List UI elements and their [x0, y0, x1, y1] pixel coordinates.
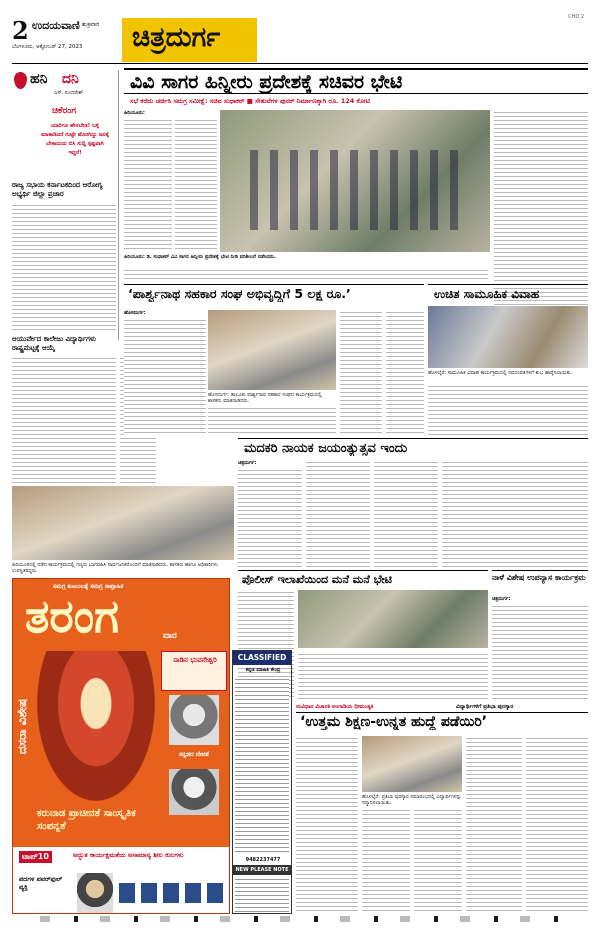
police-body-row: [298, 652, 488, 700]
taraga-portrait1: [169, 695, 219, 745]
divider-parshwanath: [124, 284, 424, 285]
lead-body-col3: [494, 110, 588, 310]
classified-box: [232, 650, 292, 914]
parshwanath-dateline: ಹೊಸದುರ್ಗ:: [124, 310, 146, 316]
divider-police: [238, 570, 488, 571]
column-divider: [118, 70, 119, 340]
taraga-bottom-name: ಪದಗಳ ಪವರ್‌ಫುಲ್ ವ್ಯಕ್ತಿ: [19, 875, 63, 891]
lead-subheadline: ಸಭೆ ಕರೆದು ಚರ್ಚಿಸಿ ಸಮಗ್ರ ಸಮೀಕ್ಷೆ: ಸಚಿವ ಸುಧಾಕರ್ ■ ಸೇತುವೆಗಳ ಪುನರ್ ನಿರ್ಮಾಣಕ್ಕಾಗಿ ರೂ. 124 ಕೋಟಿ: [130, 97, 371, 105]
left-bottom-photo: [12, 486, 234, 560]
classified-listings: [235, 677, 289, 855]
left-story2-body: [12, 356, 116, 484]
lead-photo: [220, 110, 490, 252]
parshwanath-body-col1: [124, 318, 206, 436]
upanyasa-dateline: ಚಿತ್ರದುರ್ಗ:: [492, 596, 511, 602]
page-number: 2: [12, 16, 29, 45]
shikshana-kicker: ಸಂವಿಧಾನ ವಿಚಾರಕಿ ಅಂಗಾಡಿಯ ಧೀಮಂತ್ಯಕಿ: [296, 704, 374, 710]
lead-photo-caption: ಹಿರಿಯೂರು: ಡಿ. ಸುಧಾಕರ್ ವಿವಿ ಸಾಗರ ಹಿನ್ನೀರು ಪ್ರದೇಶಕ್ಕೆ ಭೇಟಿ ನೀಡಿ ಪರಿಶೀಲನೆ ನಡೆಸಿದರು.: [124, 254, 276, 260]
brand-name: ಉದಯವಾಣಿ: [32, 19, 80, 32]
shikshana-photo-caption: ಹೊಳಲ್ಕೆರೆ: ಪ್ರತಿಭಾ ಪುರಸ್ಕಾರ ಸಮಾರಂಭದಲ್ಲಿ ವಿದ್ಯಾರ್ಥಿಗಳನ್ನು ಸನ್ಮಾನಿಸಲಾಯಿತು.: [362, 794, 462, 806]
divider-upanyasa: [492, 570, 588, 571]
lead-dateline: ಹಿರಿಯೂರು:: [124, 110, 145, 116]
madakari-body-col4: [442, 460, 588, 568]
taraga-side-text: ದಸರಾ ವಿಶೇಷ: [15, 698, 30, 755]
lead-photo-figures: [250, 150, 460, 230]
taraga-bottom-band: [13, 847, 230, 914]
madakari-body-col2: [306, 460, 370, 568]
taraga-feature3: ಕರುನಾಡ ಪ್ರಾಚೀನತೆ ಸಾಂಸ್ಕೃತಿಕ ಸಂಪನ್ನತೆ: [37, 808, 136, 832]
header-rule: [12, 63, 588, 64]
taraga-bottom-text: ಅದ್ಭುತ ಕಾರ್ಯಕ್ಷಮತೆಯ ಅಸಾಮಾನ್ಯ ಶೀಲ ಕುಲಗಳು: [73, 851, 184, 859]
shikshana-body-col3: [414, 808, 462, 912]
taraga-feature1: ನಾಡಿನ ಭುವನೇಶ್ವರಿ: [173, 656, 217, 664]
page-code: CHD 2: [568, 14, 584, 20]
section-banner: [122, 18, 257, 62]
taraga-bottom-portrait: [77, 873, 113, 913]
date-line: ಬೆಂಗಳೂರು, ಅಕ್ಟೋಬರ್ 27, 2023: [12, 44, 83, 50]
vivaha-photo: [428, 306, 588, 368]
left-bottom-photo-caption: ಹಿರಿಯೂರಿನಲ್ಲಿ ನಡೆದ ಕಾರ್ಯಕ್ರಮದಲ್ಲಿ ಗಣ್ಯರು ಭಾಗವಹಿಸಿ ಸಾರ್ವಜನಿಕರೊಂದಿಗೆ ಮಾತನಾಡಿದರು. ಶಾಸಕರು ಹಾಗೂ ಅಧಿಕಾರಿಗಳು ಉಪಸ್ಥಿತರಿದ್ದರು.: [12, 562, 218, 574]
classified-notice-header: NEW PLEASE NOTE: [233, 865, 291, 875]
column-logo: [14, 70, 104, 100]
left-story1-body: [12, 203, 116, 333]
taraga-bottom-tag: ಟಾಪ್10: [19, 851, 52, 863]
left-story2-headline: ಆಯುರ್ವೇದ ಕಾಲೇಜು ವಿದ್ಯಾರ್ಥಿಗಳು ರಾಷ್ಟ್ರಮಟ್ಟಕ್ಕೆ ಆಯ್ಕೆ: [12, 335, 96, 352]
classified-header: CLASSIFIED: [233, 651, 291, 665]
classified-phone: 9482237477: [245, 857, 281, 863]
madakari-body-col1: [238, 468, 302, 568]
lead-headline-box: [124, 68, 588, 94]
police-photo: [298, 590, 488, 648]
divider-shikshana: [296, 712, 588, 713]
lead-body-col2: [175, 118, 217, 250]
column-poem: ಯಾರಿಗೂ ಹೇಳಬೇಡ! ಬಳ್ಳಿ ಮಾತಾಡಿದರೆ ಗುಟ್ಟೇ ಹೊರಗಿದ್ದು ಜನಕ್ಕೆ ಬೇಕಾದುದು ಬಿಸಿ ಸುದ್ದಿ ಸ್ಪಷ್ಟವಾಗಿ ಇದ್ದರೆ!: [41, 123, 109, 156]
vivaha-body: [428, 384, 588, 436]
taraga-goddess-image: [37, 651, 155, 801]
upanyasa-body: [492, 604, 588, 700]
shikshana-body-col4: [466, 736, 522, 912]
taraga-emblem-icons: [119, 883, 225, 903]
parshwanath-body-col2: [208, 406, 336, 436]
print-registration-marks: [40, 916, 560, 922]
logo-prefix: ಹನಿ: [30, 71, 48, 87]
parshwanath-headline: ‘ಪಾರ್ಶ್ವನಾಥ ಸಹಕಾರ ಸಂಘ ಅಭಿವೃದ್ಧಿಗೆ 5 ಲಕ್ಷ ರೂ.’: [128, 286, 351, 301]
divider-madakari: [238, 438, 588, 439]
shikshana-kicker-right: ವಿದ್ಯಾರ್ಥಿಗಳಿಗೆ ಪ್ರತಿಭಾ ಪುರಸ್ಕಾರ: [456, 704, 514, 710]
section-title: ಚಿತ್ರದುರ್ಗ: [132, 22, 221, 53]
taraga-title: ತರಂಗ: [25, 589, 119, 643]
parshwanath-body-col3: [340, 310, 382, 436]
upanyasa-headline: ನಾಳೆ ವಿಶೇಷ ಉಪನ್ಯಾಸ ಕಾರ್ಯಕ್ರಮ: [492, 573, 586, 582]
shikshana-body-col5: [526, 736, 588, 912]
shikshana-photo: [362, 736, 462, 792]
vivaha-photo-caption: ಹೊಳಲ್ಕೆರೆ: ಸಾಮೂಹಿಕ ವಿವಾಹ ಕಾರ್ಯಕ್ರಮದಲ್ಲಿ ನವದಂಪತಿಗಳಿಗೆ ಶುಭ ಹಾರೈಸಲಾಯಿತು.: [428, 370, 573, 376]
taraga-subtitle: ವಾರ: [163, 631, 177, 641]
column-item-title: ಚಿಕೆರಂಗ: [52, 106, 77, 116]
taraga-tagline: ಸಮಗ್ರ ಕುಟುಂಬಕ್ಕೆ ಸಮಗ್ರ ಸಾಪ್ತಾಹಿಕ: [53, 583, 124, 590]
madakari-body-col3: [374, 460, 438, 568]
vivaha-headline: ಉಚಿತ ಸಾಮೂಹಿಕ ವಿವಾಹ: [434, 287, 540, 301]
logo-suffix: ದನಿ: [62, 71, 79, 87]
madakari-dateline: ಚಿತ್ರದುರ್ಗ:: [238, 460, 257, 466]
shikshana-body-col1: [296, 736, 358, 912]
divider-vivaha: [428, 284, 588, 285]
parshwanath-body-col4: [386, 310, 424, 436]
taraga-feature2: ಕನ್ನಡದ ದೇವತೆ: [179, 751, 209, 758]
taraga-portrait2: [169, 769, 219, 815]
parshwanath-photo-caption: ಹೊಸದುರ್ಗ: ತಾಲೂಕು ಪಾರ್ಶ್ವನಾಥ ಸಹಕಾರ ಸಂಘದ ಕಾರ್ಯಕ್ರಮದಲ್ಲಿ ಶಾಸಕರು ಮಾತನಾಡಿದರು.: [208, 392, 322, 404]
edition-day: ಶುಕ್ರವಾರ: [82, 21, 100, 28]
lead-body-row2: [124, 268, 488, 282]
masthead: [12, 14, 588, 64]
logo-drop-icon: [14, 72, 27, 89]
classified-subheader: ಕನ್ನಡ ಮಾಹಿತಿ ಕೇಂದ್ರ: [245, 667, 281, 673]
classified-notice-body: [235, 877, 289, 913]
police-headline: ಪೊಲೀಸ್ ಇಲಾಖೆಯಿಂದ ಮನೆ ಮನೆ ಭೇಟಿ: [242, 573, 392, 586]
column-byline: ಎಸ್. ಸುಂದರೇಶ್: [54, 90, 83, 96]
parshwanath-photo: [208, 310, 336, 390]
left-story1-headline: ರಾಜ್ಯ ಸಭಾಯ ಕರ್ನಾಟಕದಿಂದ ಆರೋಗ್ಯ ಅಭ್ಯರ್ಥಿ ಜಿಲ್ಲಾ ಪ್ರಚಾರ: [12, 181, 103, 198]
shikshana-headline: ‘ಉತ್ತಮ ಶಿಕ್ಷಣ-ಉನ್ನತ ಹುದ್ದೆ ಪಡೆಯಿರಿ’: [300, 714, 488, 730]
lead-headline: ವಿವಿ ಸಾಗರ ಹಿನ್ನೀರು ಪ್ರದೇಶಕ್ಕೆ ಸಚಿವರ ಭೇಟಿ: [130, 71, 403, 93]
madakari-headline: ಮದಕರಿ ನಾಯಕ ಜಯಂತ್ಯುತ್ಸವ ಇಂದು: [244, 441, 408, 456]
taraga-feature-box: [161, 651, 227, 691]
taraga-ad: [12, 578, 230, 914]
lead-body-col1: [124, 118, 172, 250]
shikshana-body-col2: [362, 808, 410, 912]
